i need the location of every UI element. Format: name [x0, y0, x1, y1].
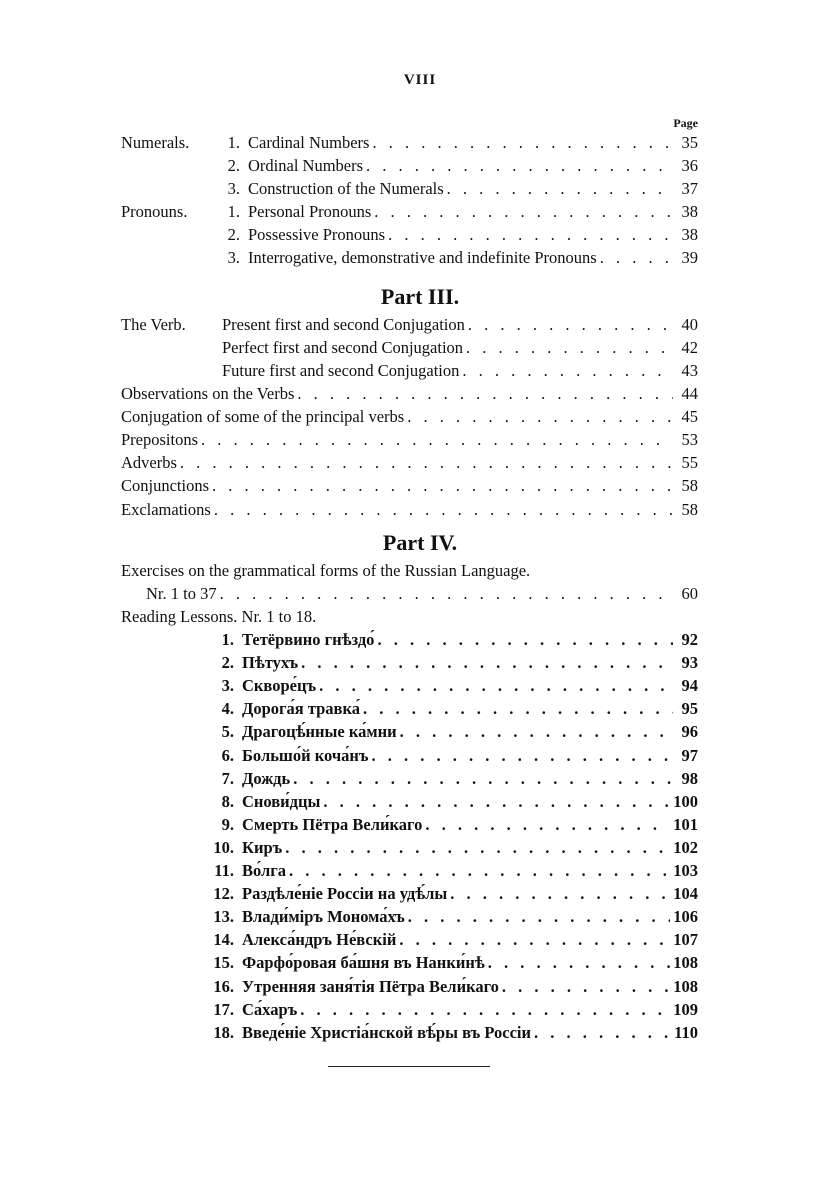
dot-leader	[377, 628, 673, 652]
toc-entry-lesson[interactable]	[210, 674, 698, 698]
toc-entry-lesson[interactable]	[210, 998, 698, 1022]
entry-number: 15.	[213, 953, 234, 973]
entry-page: 38	[681, 225, 698, 245]
toc-entry-lesson[interactable]	[210, 813, 698, 837]
entry-title: Prepositons	[121, 430, 199, 450]
dot-leader	[425, 813, 670, 837]
entry-title: Present first and second Conjugation	[222, 315, 465, 334]
entry-number: 18.	[213, 1022, 234, 1042]
toc-entry-lesson[interactable]	[210, 905, 698, 929]
dot-leader	[300, 998, 670, 1022]
entry-number: 12.	[213, 884, 234, 904]
dot-leader	[297, 382, 673, 406]
dot-leader	[374, 200, 673, 224]
dot-leader	[399, 928, 670, 952]
page-number: VIII	[403, 72, 437, 88]
entry-number: 7.	[221, 768, 234, 788]
dot-leader	[289, 859, 670, 883]
entry-number: 8.	[221, 791, 234, 811]
entry-title: Дорога́я травка́	[242, 699, 360, 719]
dot-leader	[220, 582, 673, 606]
dot-leader	[502, 975, 670, 999]
entry-page: 55	[681, 453, 698, 473]
toc-entry-exercises[interactable]	[146, 582, 698, 606]
entry-page: 101	[673, 814, 698, 834]
toc-entry-lesson[interactable]	[210, 628, 698, 652]
entry-title: Interrogative, demonstrative and indefinite Pronouns	[248, 248, 597, 268]
entry-number: 3.	[227, 248, 240, 268]
category-pronouns: Pronouns.	[121, 202, 188, 221]
dot-leader	[534, 1021, 671, 1045]
entry-title: Conjugation of some of the principal verbs	[121, 407, 405, 427]
dot-leader	[388, 223, 673, 247]
dot-leader	[366, 154, 673, 178]
entry-title: Драгоцѣ́нные ка́мни	[242, 722, 397, 742]
entry-page: 40	[681, 315, 698, 334]
entry-title: Фарфо́ровая ба́шня въ Нанки́нѣ	[242, 953, 485, 973]
entry-title: Exclamations	[121, 499, 211, 519]
entry-title: Дождь	[242, 768, 291, 788]
toc-entry-part3[interactable]	[121, 428, 698, 452]
entry-title: Construction of the Numerals	[248, 179, 444, 199]
entry-title: Observations on the Verbs	[121, 384, 295, 403]
toc-entry-lesson[interactable]	[210, 651, 698, 675]
dot-leader	[323, 790, 670, 814]
toc-entry-lesson[interactable]	[210, 975, 698, 999]
entry-number: 6.	[221, 745, 234, 765]
entry-number: 17.	[213, 999, 234, 1019]
dot-leader	[600, 246, 673, 270]
entry-page: 95	[681, 699, 698, 719]
dot-leader	[214, 498, 673, 522]
entry-title: Adverbs	[121, 453, 177, 473]
entry-page: 58	[681, 499, 698, 519]
entry-page: 100	[673, 791, 698, 811]
toc-entry-lesson[interactable]	[210, 697, 698, 721]
toc-entry-lesson[interactable]	[210, 720, 698, 744]
toc-entry-part3[interactable]	[121, 382, 698, 406]
entry-title: Future first and second Conjugation	[222, 361, 460, 381]
toc-entry-lesson[interactable]	[210, 836, 698, 860]
toc-entry-numerals[interactable]	[216, 154, 698, 178]
entry-title: Большо́й коча́нъ	[242, 745, 369, 765]
toc-entry-verb[interactable]	[222, 359, 698, 383]
toc-entry-lesson[interactable]	[210, 767, 698, 791]
reading-lessons-label: Reading Lessons. Nr. 1 to 18.	[121, 607, 317, 626]
dot-leader	[466, 336, 673, 360]
dot-leader	[301, 651, 673, 675]
entry-title: Скворе́цъ	[242, 676, 317, 696]
entry-number: 2.	[221, 653, 234, 673]
dot-leader	[212, 474, 673, 498]
entry-title: Ordinal Numbers	[248, 156, 364, 176]
entry-number: 11.	[214, 861, 234, 880]
entry-title: Тетёрвино гнѣздо́	[242, 630, 375, 649]
entry-page: 39	[681, 248, 698, 268]
toc-entry-part3[interactable]	[121, 405, 698, 429]
dot-leader	[201, 428, 673, 452]
entry-page: 92	[681, 630, 698, 649]
entry-title: Во́лга	[242, 861, 287, 880]
toc-entry-lesson[interactable]	[210, 859, 698, 883]
entry-title: Введе́ніе Христіа́нской вѣ́ры въ Россіи	[242, 1022, 531, 1042]
entry-page: 106	[673, 907, 698, 927]
dot-leader	[363, 697, 673, 721]
entry-number: 1.	[227, 202, 240, 221]
dot-leader	[180, 451, 673, 475]
toc-entry-pronouns[interactable]	[216, 246, 698, 270]
dot-leader	[447, 177, 673, 201]
page-column-label: Page	[673, 116, 698, 130]
entry-page: 45	[681, 407, 698, 427]
entry-page: 42	[681, 338, 698, 358]
entry-page: 38	[681, 202, 698, 221]
entry-number: 2.	[227, 156, 240, 176]
toc-entry-lesson[interactable]	[210, 744, 698, 768]
category-numerals: Numerals.	[121, 133, 190, 152]
entry-number: 3.	[221, 676, 234, 696]
entry-title: Personal Pronouns	[248, 202, 372, 221]
toc-entry-numerals[interactable]	[216, 177, 698, 201]
entry-title: Раздѣле́ніе Россіи на удѣ́лы	[242, 884, 448, 904]
entry-title: Влади́міръ Монома́хъ	[242, 907, 405, 927]
dot-leader	[488, 951, 671, 975]
entry-title: Пѣтухъ	[242, 653, 299, 673]
entry-number: 10.	[213, 837, 234, 857]
entry-page: 60	[681, 584, 698, 603]
entry-number: 13.	[213, 907, 234, 927]
entry-title: Conjunctions	[121, 476, 210, 496]
entry-number: 3.	[227, 179, 240, 199]
toc-entry-part3[interactable]	[121, 498, 698, 522]
entry-page: 36	[681, 156, 698, 176]
entry-number: 16.	[213, 976, 234, 996]
entry-title: Снови́дцы	[242, 791, 321, 811]
entry-title: Утренняя заня́тія Пётра Вели́каго	[242, 976, 499, 996]
toc-entry-verb[interactable]	[222, 313, 698, 337]
entry-number: 2.	[227, 225, 240, 245]
dot-leader	[400, 720, 673, 744]
entry-page: 43	[681, 361, 698, 381]
entry-title: Са́харъ	[242, 999, 298, 1019]
part-iii-heading: Part III.	[380, 284, 460, 309]
entry-title: Perfect first and second Conjugation	[222, 338, 464, 358]
toc-entry-verb[interactable]	[222, 336, 698, 360]
toc-entry-pronouns[interactable]	[216, 223, 698, 247]
entry-page: 102	[673, 837, 698, 857]
end-rule	[328, 1066, 490, 1067]
dot-leader	[285, 836, 670, 860]
entry-title: Киръ	[242, 837, 283, 857]
toc-entry-part3[interactable]	[121, 474, 698, 498]
toc-entry-lesson[interactable]	[210, 790, 698, 814]
entry-title: Смерть Пётра Вели́каго	[242, 814, 423, 834]
entry-number: 5.	[221, 722, 234, 742]
part-iv-heading: Part IV.	[382, 530, 458, 555]
entry-number: 1.	[221, 630, 234, 649]
entry-number: 14.	[213, 930, 234, 950]
dot-leader	[372, 744, 673, 768]
entry-page: 53	[681, 430, 698, 450]
entry-title: Possessive Pronouns	[248, 225, 386, 245]
entry-page: 107	[673, 930, 698, 950]
entry-title: Алекса́ндръ Не́вскій	[242, 930, 397, 950]
dot-leader	[407, 405, 673, 429]
entry-page: 58	[681, 476, 698, 496]
entry-page: 96	[681, 722, 698, 742]
entry-title: Nr. 1 to 37	[146, 584, 217, 603]
entry-title: Cardinal Numbers	[248, 133, 370, 152]
entry-page: 108	[673, 953, 698, 973]
entry-number: 4.	[221, 699, 234, 719]
toc-entry-lesson[interactable]	[210, 928, 698, 952]
entry-page: 110	[674, 1022, 698, 1042]
entry-page: 94	[681, 676, 698, 696]
toc-entry-lesson[interactable]	[210, 1021, 698, 1045]
entry-page: 35	[681, 133, 698, 152]
entry-number: 9.	[221, 814, 234, 834]
dot-leader	[319, 674, 673, 698]
entry-page: 108	[673, 976, 698, 996]
entry-page: 93	[681, 653, 698, 673]
dot-leader	[462, 359, 673, 383]
entry-page: 98	[681, 768, 698, 788]
toc-entry-part3[interactable]	[121, 451, 698, 475]
exercises-line: Exercises on the grammatical forms of the Russian Language.	[121, 561, 531, 580]
toc-entry-pronouns[interactable]	[216, 200, 698, 224]
entry-page: 104	[673, 884, 698, 904]
entry-page: 103	[673, 861, 698, 880]
entry-page: 44	[681, 384, 698, 403]
entry-page: 97	[681, 745, 698, 765]
category-verb: The Verb.	[121, 315, 186, 334]
dot-leader	[372, 131, 673, 155]
entry-number: 1.	[227, 133, 240, 152]
entry-page: 37	[681, 179, 698, 199]
dot-leader	[293, 767, 673, 791]
entry-page: 109	[673, 999, 698, 1019]
dot-leader	[450, 882, 670, 906]
dot-leader	[468, 313, 673, 337]
toc-entry-lesson[interactable]	[210, 882, 698, 906]
toc-entry-numerals[interactable]	[216, 131, 698, 155]
toc-entry-lesson[interactable]	[210, 951, 698, 975]
dot-leader	[408, 905, 670, 929]
